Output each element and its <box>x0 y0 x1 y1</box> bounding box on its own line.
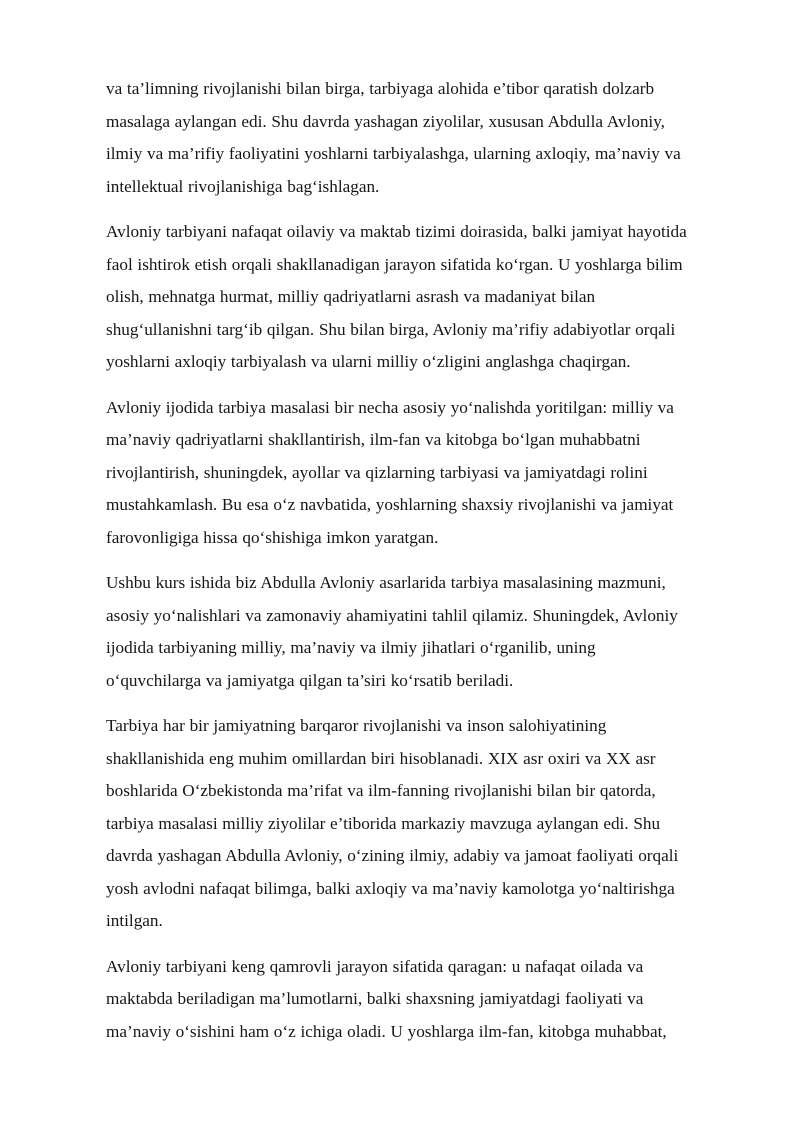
text-line: shakllanishida eng muhim omillardan biri hisoblanadi. XIX asr oxiri va XX asr <box>106 748 656 768</box>
text-line: maktabda beriladigan ma’lumotlarni, balki shaxsning jamiyatdagi faoliyati va <box>106 989 644 1008</box>
text-line: mustahkamlash. Bu esa o‘z navbatida, yoshlarning shaxsiy rivojlanishi va jamiyat <box>106 495 674 514</box>
paragraph-3 <box>106 392 710 555</box>
text-line: boshlarida O‘zbekistonda ma’rifat va ilm-fanning rivojlanishi bilan bir qatorda, <box>106 781 656 800</box>
text-line: asosiy yo‘nalishlari va zamonaviy ahamiyatini tahlil qilamiz. Shuningdek, Avloniy <box>106 605 678 625</box>
text-line: Ushbu kurs ishida biz Abdulla Avloniy asarlarida tarbiya masalasining mazmuni, <box>106 573 666 592</box>
text-line: yoshlarni axloqiy tarbiyalash va ularni milliy o‘zligini anglashga chaqirgan. <box>106 352 631 371</box>
text-line: Tarbiya har bir jamiyatning barqaror rivojlanishi va inson salohiyatining <box>106 716 607 735</box>
paragraph-6 <box>106 951 710 1049</box>
text-line: intilgan. <box>106 911 163 930</box>
paragraph-1 <box>106 73 710 203</box>
text-line: Avloniy tarbiyani keng qamrovli jarayon sifatida qaragan: u nafaqat oilada va <box>106 956 644 976</box>
text-line: ijodida tarbiyaning milliy, ma’naviy va ilmiy jihatlari o‘rganilib, uning <box>106 638 596 657</box>
text-line: Avloniy tarbiyani nafaqat oilaviy va maktab tizimi doirasida, balki jamiyat hayotida <box>106 222 687 241</box>
text-line: Avloniy ijodida tarbiya masalasi bir necha asosiy yo‘nalishda yoritilgan: milliy va <box>106 397 674 417</box>
text-line: rivojlantirish, shuningdek, ayollar va qizlarning tarbiyasi va jamiyatdagi rolini <box>106 462 648 482</box>
text-line: yosh avlodni nafaqat bilimga, balki axloqiy va ma’naviy kamolotga yo‘naltirishga <box>106 878 675 898</box>
text-line: farovonligiga hissa qo‘shishiga imkon yaratgan. <box>106 527 439 547</box>
paragraph-5 <box>106 710 710 938</box>
text-line: ma’naviy o‘sishini ham o‘z ichiga oladi. U yoshlarga ilm-fan, kitobga muhabbat, <box>106 1021 667 1041</box>
text-line: olish, mehnatga hurmat, milliy qadriyatlarni asrash va madaniyat bilan <box>106 287 596 306</box>
text-line: va ta’limning rivojlanishi bilan birga, tarbiyaga alohida e’tibor qaratish dolzarb <box>106 79 655 98</box>
text-line: intellektual rivojlanishiga bag‘ishlagan. <box>106 176 380 196</box>
text-line: shug‘ullanishni targ‘ib qilgan. Shu bilan birga, Avloniy ma’rifiy adabiyotlar orqali <box>106 319 676 339</box>
text-line: ma’naviy qadriyatlarni shakllantirish, ilm-fan va kitobga bo‘lgan muhabbatni <box>106 430 641 449</box>
paragraph-2 <box>106 216 710 379</box>
text-line: davrda yashagan Abdulla Avloniy, o‘zining ilmiy, adabiy va jamoat faoliyati orqali <box>106 846 679 865</box>
text-line: o‘quvchilarga va jamiyatga qilgan ta’siri ko‘rsatib beriladi. <box>106 670 514 690</box>
text-line: faol ishtirok etish orqali shakllanadigan jarayon sifatida ko‘rgan. U yoshlarga bilim <box>106 254 683 274</box>
text-line: tarbiya masalasi milliy ziyolilar e’tiborida markaziy mavzuga aylangan edi. Shu <box>106 813 661 833</box>
text-line: masalaga aylangan edi. Shu davrda yashagan ziyolilar, xususan Abdulla Avloniy, <box>106 111 665 131</box>
text-line: ilmiy va ma’rifiy faoliyatini yoshlarni tarbiyalashga, ularning axloqiy, ma’naviy va <box>106 144 681 163</box>
paragraph-4 <box>106 567 710 697</box>
